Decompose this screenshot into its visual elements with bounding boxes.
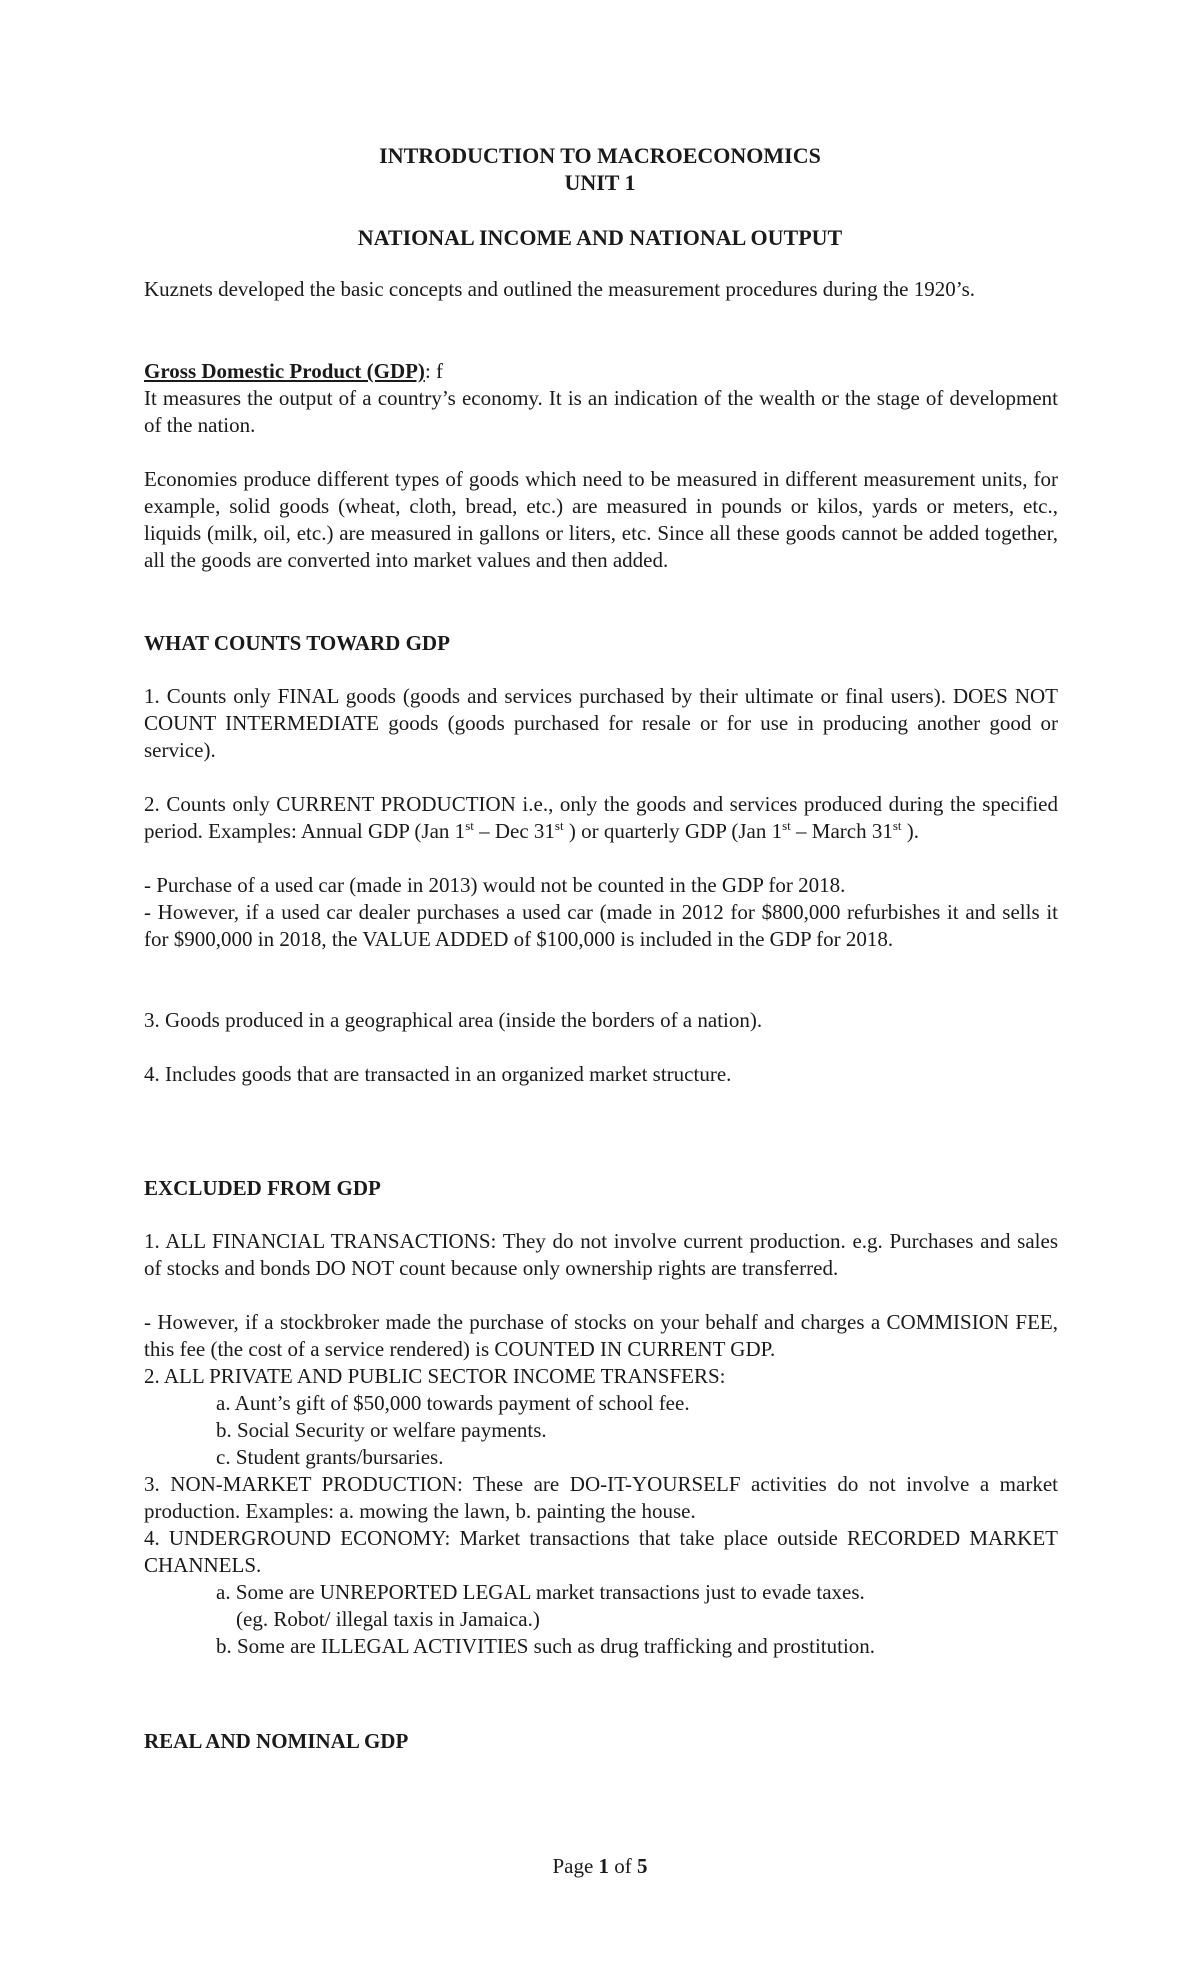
excluded-item-3: 3. NON-MARKET PRODUCTION: These are DO-IT-YOURSELF activities do not involve a market production. Examples: a. mowing the lawn, b. painting the house. <box>144 1472 1058 1523</box>
intro-paragraph: Kuznets developed the basic concepts and outlined the measurement procedures during the 1920’s. <box>144 277 975 301</box>
excluded-item-2c: c. Student grants/bursaries. <box>216 1445 444 1469</box>
footer-page-total: 5 <box>637 1854 648 1878</box>
unit-label: UNIT 1 <box>564 170 636 195</box>
gdp-term: Gross Domestic Product (GDP) <box>144 359 425 383</box>
superscript: st <box>465 818 474 833</box>
gdp-definition-heading <box>144 358 443 385</box>
counts-item-2-text: 2. Counts only CURRENT PRODUCTION i.e., only the goods and services produced during the specified period. Examples: Annual GDP (Jan 1 <box>144 792 1058 843</box>
counts-used-car: - Purchase of a used car (made in 2013) would not be counted in the GDP for 2018. <box>144 873 846 897</box>
counts-item-2-text: – Dec 31 <box>473 819 555 843</box>
superscript: st <box>554 818 564 833</box>
counts-item-1: 1. Counts only FINAL goods (goods and services purchased by their ultimate or final users). DOES NOT COUNT INTERMEDIATE goods (goods purchased for resale or for use in producing another good or service). <box>144 684 1058 762</box>
real-nominal-heading: REAL AND NOMINAL GDP <box>144 1729 409 1753</box>
counts-item-2-text: ) or quarterly GDP (Jan 1 <box>563 819 783 843</box>
excluded-heading: EXCLUDED FROM GDP <box>144 1176 381 1200</box>
page-footer <box>0 1853 1200 1880</box>
excluded-item-4: 4. UNDERGROUND ECONOMY: Market transactions that take place outside RECORDED MARKET CHANNELS. <box>144 1526 1058 1577</box>
excluded-item-2: 2. ALL PRIVATE AND PUBLIC SECTOR INCOME TRANSFERS: <box>144 1364 726 1388</box>
what-counts-heading: WHAT COUNTS TOWARD GDP <box>144 631 450 655</box>
excluded-item-2a: a. Aunt’s gift of $50,000 towards payment of school fee. <box>216 1391 690 1415</box>
counts-item-2-text: ). <box>901 819 920 843</box>
counts-item-2 <box>144 791 1058 845</box>
excluded-item-4a-example: (eg. Robot/ illegal taxis in Jamaica.) <box>236 1607 540 1631</box>
economies-paragraph: Economies produce different types of goods which need to be measured in different measurement units, for example, solid goods (wheat, cloth, bread, etc.) are measured in pounds or kilos, yards or meters, etc., liquids (milk, oil, etc.) are measured in gallons or liters, etc. Since all these goods cannot be added together, all the goods are converted into market values and then added. <box>144 467 1058 572</box>
gdp-term-suffix: : f <box>424 359 444 383</box>
section-title: NATIONAL INCOME AND NATIONAL OUTPUT <box>357 225 843 250</box>
superscript: st <box>782 818 791 833</box>
footer-of-label: of <box>609 1854 638 1878</box>
superscript: st <box>892 818 902 833</box>
document-title: INTRODUCTION TO MACROECONOMICS <box>379 143 821 168</box>
excluded-item-1-note: - However, if a stockbroker made the purchase of stocks on your behalf and charges a COMMISION FEE, this fee (the cost of a service rendered) is COUNTED IN CURRENT GDP. <box>144 1310 1058 1361</box>
footer-page-number: 1 <box>598 1854 610 1878</box>
counts-item-3: 3. Goods produced in a geographical area (inside the borders of a nation). <box>144 1008 763 1032</box>
counts-dealer-example: - However, if a used car dealer purchases a used car (made in 2012 for $800,000 refurbishes it and sells it for $900,000 in 2018, the VALUE ADDED of $100,000 is included in the GDP for 2018. <box>144 900 1058 951</box>
excluded-item-1: 1. ALL FINANCIAL TRANSACTIONS: They do not involve current production. e.g. Purchases and sales of stocks and bonds DO NOT count because only ownership rights are transferred. <box>144 1229 1058 1280</box>
counts-item-4: 4. Includes goods that are transacted in an organized market structure. <box>144 1062 732 1086</box>
excluded-item-2b: b. Social Security or welfare payments. <box>216 1418 547 1442</box>
gdp-definition-text: It measures the output of a country’s economy. It is an indication of the wealth or the stage of development of the nation. <box>144 386 1058 437</box>
counts-item-2-text: – March 31 <box>790 819 893 843</box>
excluded-item-4a: a. Some are UNREPORTED LEGAL market transactions just to evade taxes. <box>216 1580 865 1604</box>
footer-page-label: Page <box>552 1854 599 1878</box>
excluded-item-4b: b. Some are ILLEGAL ACTIVITIES such as drug trafficking and prostitution. <box>216 1634 876 1658</box>
